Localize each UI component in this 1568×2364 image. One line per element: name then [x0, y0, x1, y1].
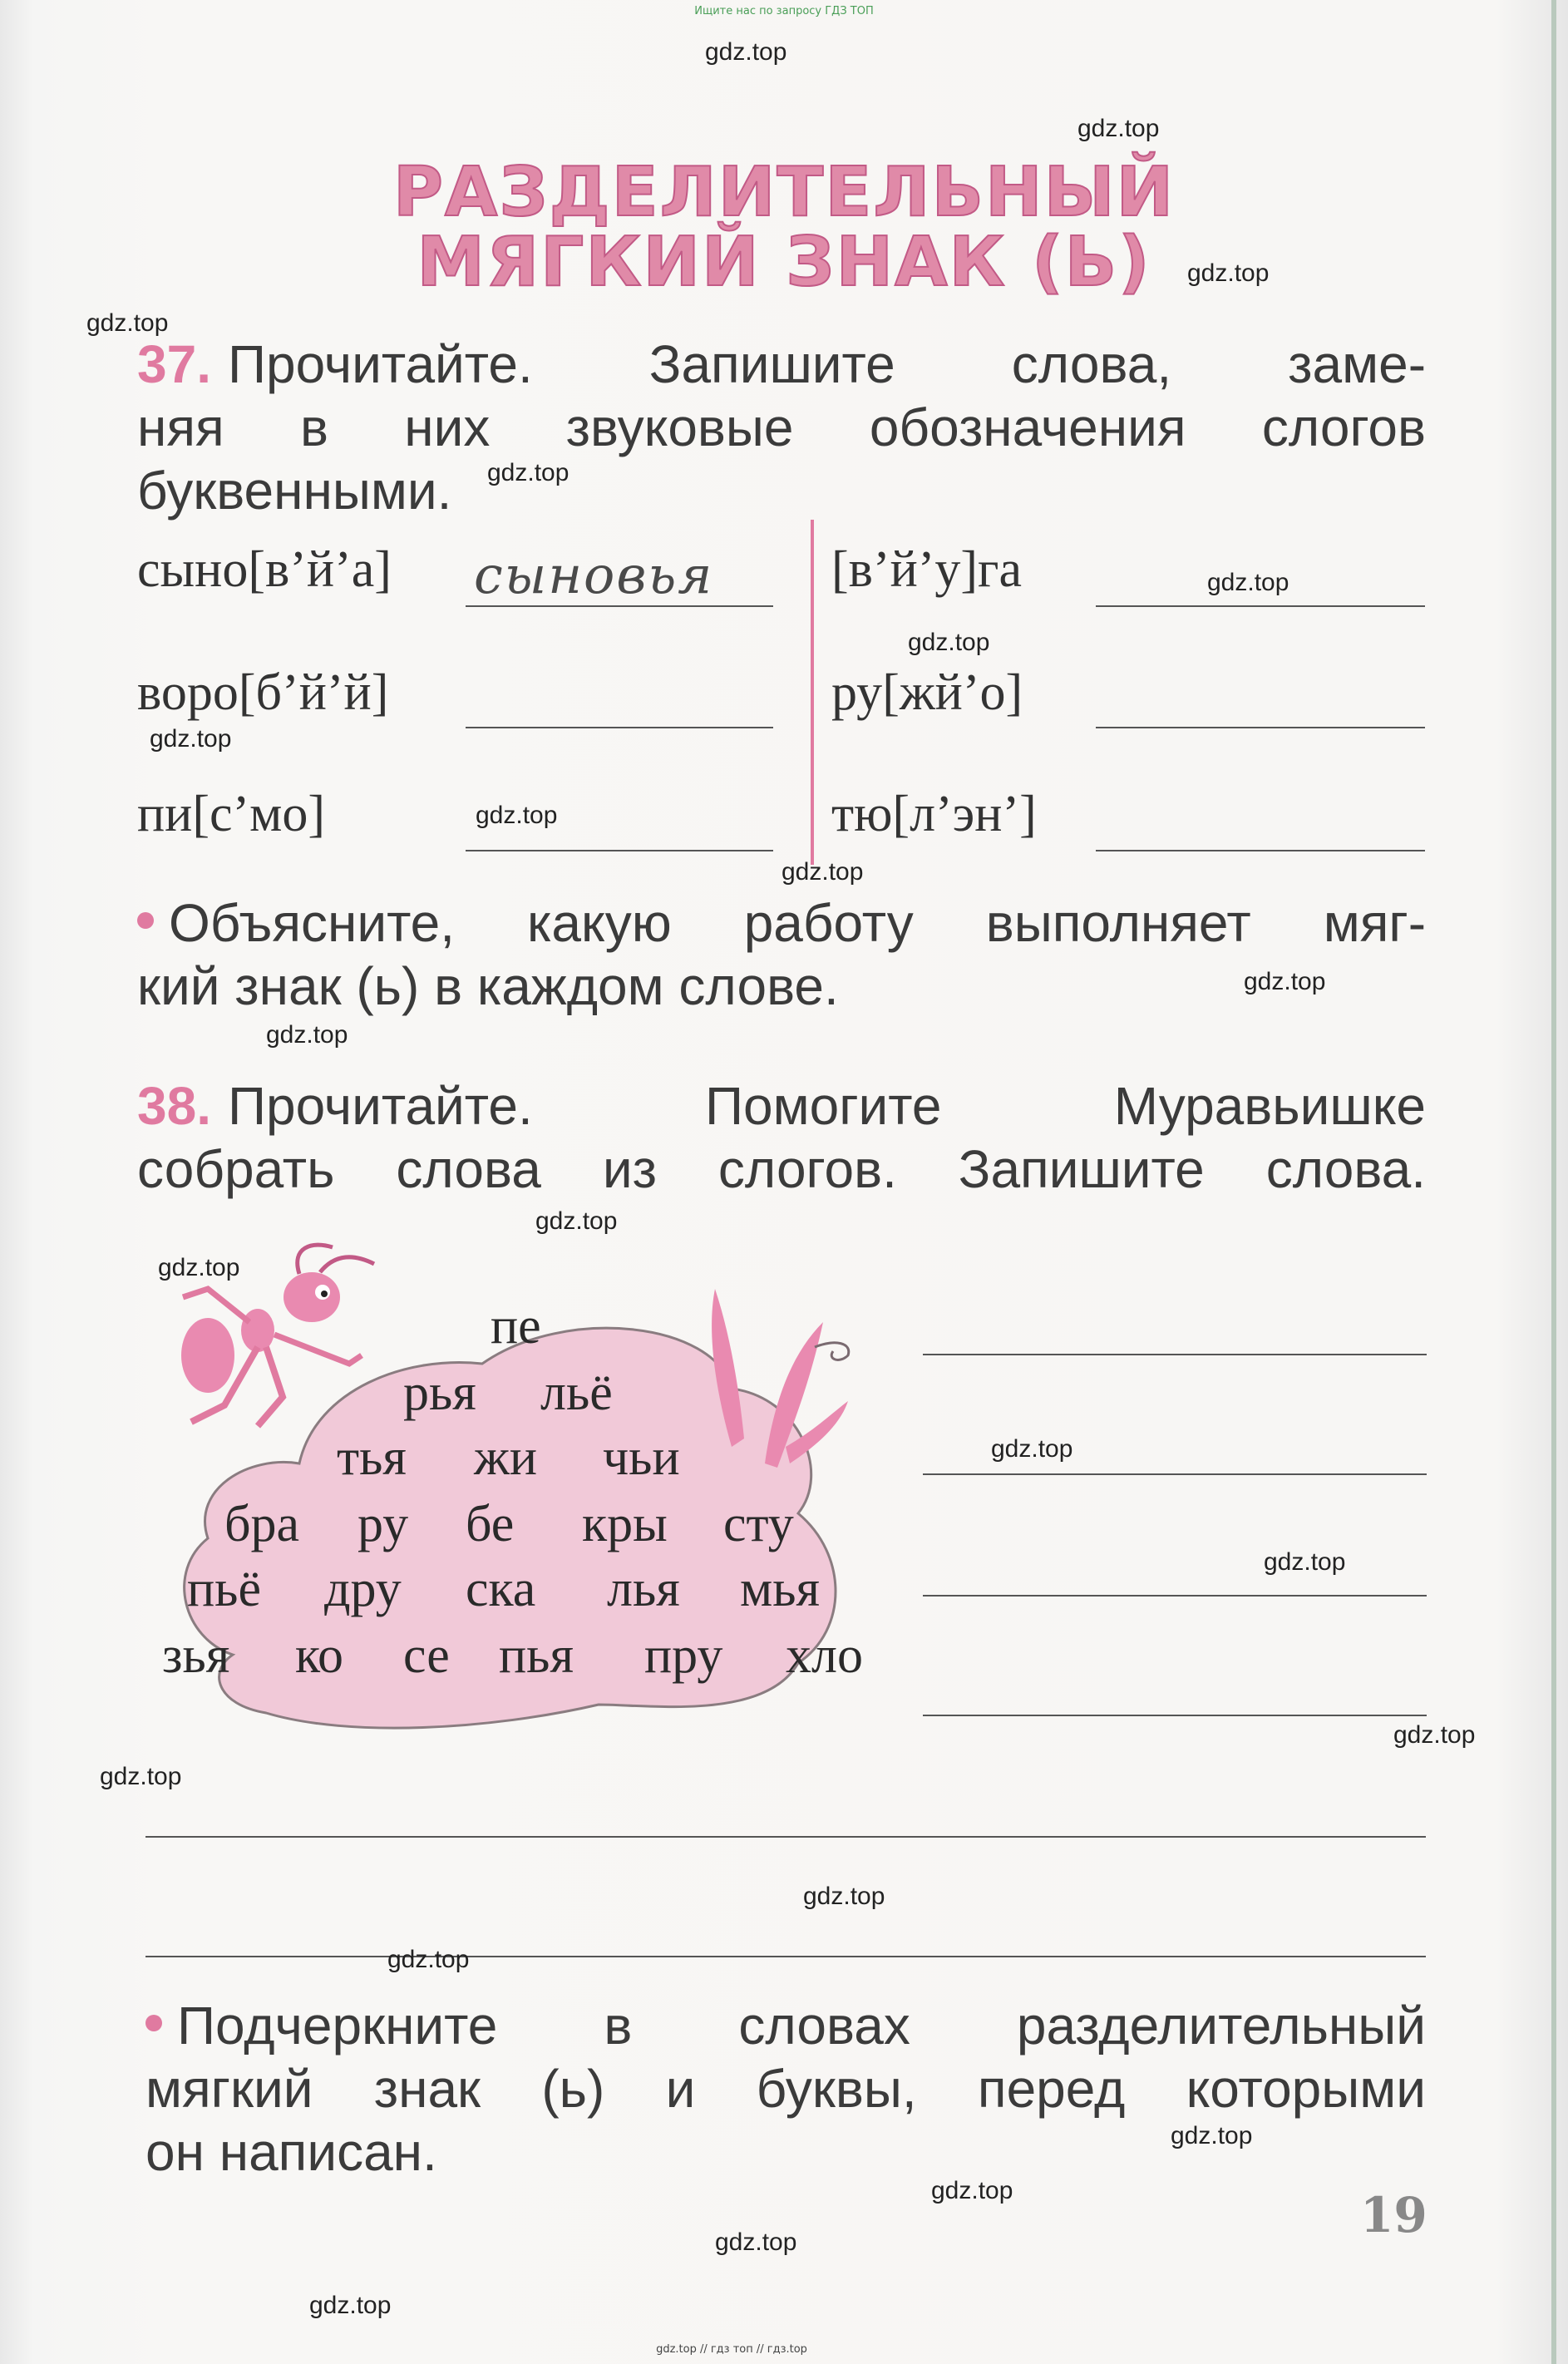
watermark: gdz.top: [1187, 259, 1270, 287]
syllable: мья: [740, 1561, 821, 1617]
syllable: бе: [466, 1496, 515, 1552]
answer-line-left-2[interactable]: [466, 727, 773, 728]
bullet-icon: [145, 2015, 162, 2031]
syllable: чьи: [603, 1429, 680, 1486]
watermark: gdz.top: [715, 2228, 797, 2256]
syllable: сту: [723, 1496, 794, 1552]
watermark: gdz.top: [158, 1254, 240, 1281]
answer-line[interactable]: [145, 1836, 1426, 1838]
ex38-line-2: собрать слова из слогов. Запишите слова.: [137, 1139, 1426, 1199]
watermark: gdz.top: [100, 1763, 182, 1790]
syllable: пья: [499, 1627, 574, 1684]
syllable: пру: [644, 1627, 723, 1684]
syllable: пе: [491, 1298, 541, 1355]
page-edge: [1551, 0, 1556, 2364]
syllable: зья: [162, 1627, 230, 1684]
answer-line-right-3[interactable]: [1096, 850, 1425, 851]
answer-line-left-1[interactable]: [466, 605, 773, 607]
watermark: gdz.top: [1264, 1548, 1346, 1576]
watermark: gdz.top: [1393, 1721, 1476, 1749]
bullet-icon: [137, 912, 154, 929]
watermark: gdz.top: [487, 459, 570, 486]
ex38-task-line-1: Подчеркните в словах разделительный: [145, 1994, 1426, 2057]
bottom-banner: gdz.top // гдз топ // гдз.top: [656, 2343, 807, 2356]
watermark: gdz.top: [86, 309, 169, 337]
word-left-2: воро[б’й’й]: [137, 664, 389, 721]
word-right-1: [в’й’у]га: [831, 541, 1022, 598]
ex37-task-line-1: Объясните, какую работу выполняет мяг-: [137, 891, 1426, 955]
syllable: ру: [357, 1496, 409, 1552]
title-line-2: МЯГКИЙ ЗНАК (Ь): [417, 223, 1151, 302]
syllable: бра: [224, 1496, 300, 1552]
ex37-line-2: няя в них звуковые обозначения слогов: [137, 397, 1426, 457]
ex37-task-line-2: кий знак (ь) в каждом слове.: [137, 956, 839, 1016]
syllable: хло: [786, 1627, 863, 1684]
syllable: се: [403, 1627, 450, 1684]
syllable: кры: [582, 1496, 668, 1552]
watermark: gdz.top: [782, 858, 864, 886]
ex37-line-3: буквенными.: [137, 461, 452, 521]
ex38-line-1: 38. Прочитайте. Помогите Муравьишке: [137, 1076, 1426, 1136]
syllable: ска: [466, 1561, 536, 1617]
watermark: gdz.top: [387, 1946, 470, 1973]
watermark: gdz.top: [991, 1435, 1073, 1463]
watermark: gdz.top: [908, 629, 990, 656]
watermark: gdz.top: [476, 802, 558, 829]
syllable: рья: [403, 1365, 476, 1421]
answer-line[interactable]: [923, 1595, 1427, 1597]
answer-line-left-3[interactable]: [466, 850, 773, 851]
watermark: gdz.top: [150, 725, 232, 753]
syllable: лья: [607, 1561, 680, 1617]
word-left-3: пи[с’мо]: [137, 786, 326, 842]
answer-line[interactable]: [923, 1473, 1427, 1475]
syllable: пьё: [187, 1561, 261, 1617]
syllable: дру: [324, 1561, 402, 1617]
answer-line-right-2[interactable]: [1096, 727, 1425, 728]
column-divider: [811, 520, 814, 865]
answer-line[interactable]: [145, 1956, 1426, 1957]
word-right-3: тю[л’эн’]: [831, 786, 1037, 842]
handwritten-answer: сыновья: [474, 545, 714, 605]
answer-line-right-1[interactable]: [1096, 605, 1425, 607]
ex38-task-line-3: он написан.: [145, 2122, 437, 2182]
word-right-2: ру[жй’о]: [831, 664, 1023, 721]
watermark: gdz.top: [931, 2177, 1013, 2204]
answer-line[interactable]: [923, 1715, 1427, 1716]
ex38-number: 38.: [137, 1076, 211, 1136]
ex37-number: 37.: [137, 334, 211, 394]
watermark: gdz.top: [803, 1883, 885, 1910]
watermark: gdz.top: [535, 1207, 618, 1235]
watermark: gdz.top: [1244, 968, 1326, 995]
syllable: жи: [474, 1429, 538, 1486]
answer-line[interactable]: [923, 1354, 1427, 1355]
syllable: ко: [295, 1627, 343, 1684]
word-left-1: сыно[в’й’а]: [137, 541, 392, 598]
watermark: gdz.top: [1077, 115, 1160, 142]
page-number: 19: [1360, 2187, 1427, 2243]
title-line-1: РАЗДЕЛИТЕЛЬНЫЙ: [392, 153, 1176, 232]
watermark: gdz.top: [1171, 2122, 1253, 2149]
watermark: gdz.top: [1207, 569, 1289, 596]
syllable: тья: [337, 1429, 407, 1486]
top-banner: Ищите нас по запросу ГДЗ ТОП: [694, 5, 874, 17]
watermark: gdz.top: [266, 1021, 348, 1049]
syllable: льё: [540, 1365, 613, 1421]
ex38-task-line-2: мягкий знак (ь) и буквы, перед которыми: [145, 2059, 1426, 2119]
ex37-line-1: 37. Прочитайте. Запишите слова, заме-: [137, 334, 1426, 394]
watermark: gdz.top: [309, 2292, 392, 2319]
watermark: gdz.top: [705, 38, 787, 66]
